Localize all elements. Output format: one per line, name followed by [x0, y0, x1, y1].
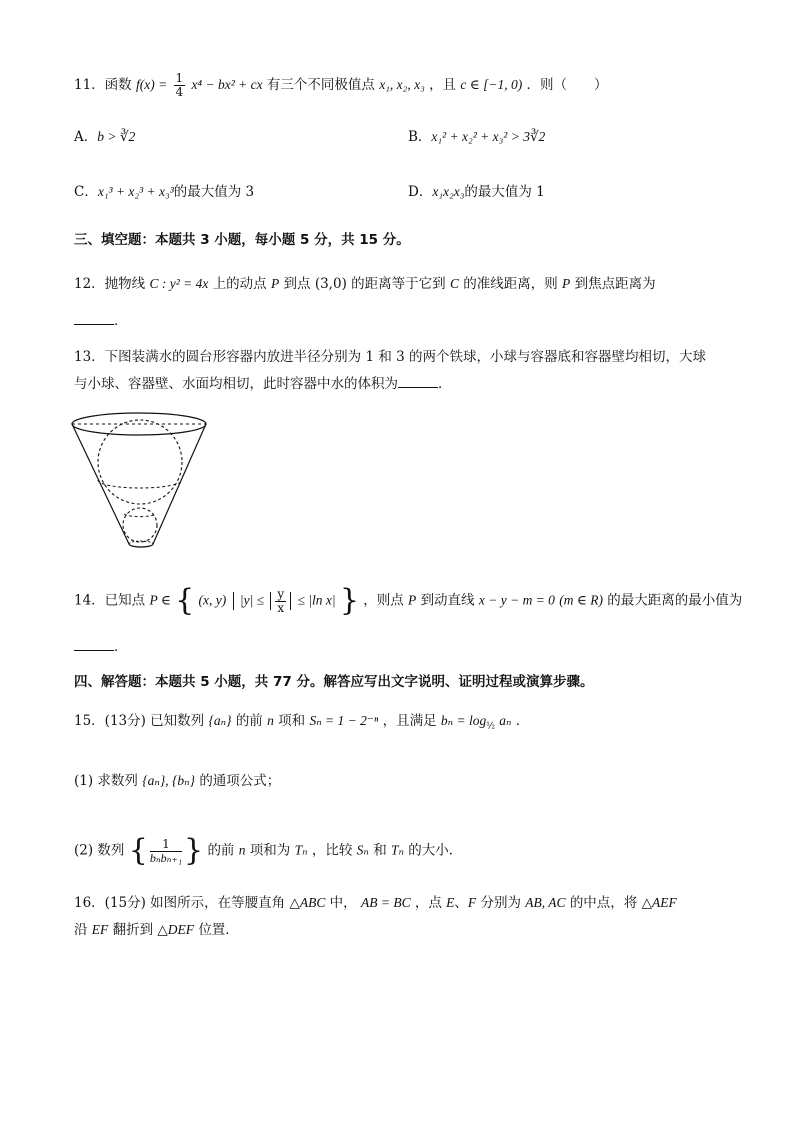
- q11-text-c: ，且: [429, 77, 457, 93]
- q14-point-p: P: [408, 592, 417, 608]
- q14-stem: [74, 583, 743, 618]
- q14-label: 14．已知点: [74, 592, 146, 609]
- q11-option-d: [408, 183, 545, 201]
- q15-part2-text-b: 的前: [207, 842, 235, 859]
- q15-tail: ．: [515, 713, 530, 729]
- section-3-heading: 三、填空题：本题共 3 小题，每小题 5 分，共 15 分。: [74, 232, 410, 248]
- frustum-left-side: [72, 424, 129, 544]
- q12-label: 12．抛物线: [74, 276, 146, 292]
- q12-curve-c: C: [449, 276, 459, 291]
- q14-set-element: (x, y): [198, 592, 227, 608]
- q15-sum: Sₙ = 1 − 2⁻ⁿ: [309, 713, 379, 728]
- q15-n: n: [267, 713, 274, 728]
- q11-option-d-math: x₁x₂x₃: [432, 184, 465, 199]
- q14-tail: ．: [114, 639, 128, 655]
- q11-option-c-text: 的最大值为 3: [173, 184, 255, 200]
- q12-stem: [74, 275, 656, 293]
- q15-part2-text-c: 项和为: [249, 842, 291, 859]
- q16-segment-ef: EF: [91, 922, 109, 937]
- q13-line2: [74, 373, 452, 393]
- q15-part2-sn: Sₙ: [356, 842, 369, 858]
- q11-frac-num: 1: [175, 71, 184, 85]
- q11-func-rhs: x⁴ − bx² + cx: [191, 77, 263, 92]
- small-sphere: [123, 508, 157, 542]
- q11-option-a-label: A．: [74, 129, 98, 145]
- q16-line2-b: 翻折到: [112, 922, 154, 938]
- q13-answer-blank[interactable]: [398, 373, 438, 388]
- section-4-heading: 四、解答题：本题共 5 小题，共 77 分。解答应写出文字说明、证明过程或演算步骤。: [74, 674, 594, 690]
- q12-point-p2: P: [562, 276, 571, 291]
- q14-line-eq: x − y − m = 0: [478, 592, 555, 608]
- q14-fraction: [275, 588, 286, 615]
- q16-triangle-aef: △AEF: [641, 895, 677, 910]
- q14-set-cond-left: |y| ≤: [239, 592, 265, 608]
- q16-point-e: E: [446, 895, 455, 910]
- q13-line1: 13．下图装满水的圆台形容器内放进半径分别为 1 和 3 的两个铁球，小球与容器底和容器壁均相切，大球: [74, 349, 707, 365]
- q16-point-f: F: [467, 895, 477, 910]
- q16-text-b: 中，: [329, 895, 357, 911]
- frustum-bottom-front: [129, 544, 153, 547]
- q14-answer-line: [74, 636, 128, 656]
- q15-part1-label: (1) 求数列: [74, 773, 138, 789]
- q15-part2-label: (2) 数列: [74, 842, 125, 859]
- q11-text-b: 有三个不同极值点: [266, 77, 375, 93]
- q15-part2-tn: Tₙ: [294, 842, 308, 858]
- q13-figure-frustum: [68, 410, 218, 552]
- q16-equality: AB = BC: [360, 895, 411, 910]
- q12-point-coords: (3,0): [314, 276, 347, 292]
- q15-seq-a: {aₙ}: [208, 713, 232, 728]
- q15-part2: [74, 833, 463, 868]
- q11-stem: [74, 72, 608, 99]
- q11-label: 11．函数: [74, 77, 132, 93]
- q15-part2-text-f: 的大小．: [408, 842, 463, 859]
- q15-part1: [74, 772, 280, 790]
- q15-part1-text: 的通项公式；: [199, 773, 281, 789]
- q12-tail: ．: [114, 313, 128, 329]
- q11-option-c-label: C．: [74, 184, 98, 200]
- q11-option-d-label: D．: [408, 184, 433, 200]
- q11-option-b-label: B．: [408, 129, 432, 145]
- q15-stem: [74, 712, 529, 736]
- large-sphere: [98, 420, 182, 504]
- q15-part2-frac-den: bₙbₙ₊₁: [149, 850, 183, 865]
- q16-triangle-abc: △ABC: [289, 895, 326, 910]
- q12-text-e: 的准线距离，则: [463, 276, 558, 292]
- q12-answer-blank[interactable]: [74, 310, 114, 325]
- frustum-right-side: [153, 424, 206, 544]
- q14-left-brace: {: [175, 583, 195, 618]
- q14-point-p-in: P ∈: [149, 592, 171, 608]
- large-sphere-equator: [98, 480, 182, 488]
- q16-line2-a: 沿: [74, 922, 88, 938]
- q15-part2-right-brace: }: [184, 833, 204, 868]
- q12-text-f: 到焦点距离为: [574, 276, 656, 292]
- q16-line2-c: 位置．: [198, 922, 239, 938]
- q15-part2-text-d: ，比较: [311, 842, 353, 859]
- q11-cond: c ∈ [−1, 0): [460, 77, 523, 92]
- q16-midpoint-sides: AB, AC: [525, 895, 566, 910]
- q12-text-b: 上的动点: [212, 276, 267, 292]
- q15-text-b: 的前: [235, 713, 263, 729]
- q11-func-lhs: f(x) =: [135, 77, 168, 92]
- q11-option-c-math: x₁³ + x₂³ + x₃³: [97, 184, 174, 199]
- q12-point-p: P: [270, 276, 280, 291]
- q14-text-d: 的最大距离的最小值为: [607, 592, 743, 609]
- q15-part1-seqs: {aₙ}, {bₙ}: [142, 773, 196, 788]
- q15-bn-log: bₙ = log: [440, 713, 487, 728]
- q14-text-b: ，则点: [363, 592, 404, 609]
- q16-text-c: ，点: [414, 895, 442, 911]
- q11-option-c: [74, 183, 254, 201]
- q11-option-a: [74, 128, 135, 146]
- q11-option-b-text: x₁² + x₂² + x₃² > 3∛2: [431, 129, 546, 144]
- small-sphere-equator: [124, 514, 156, 517]
- q15-text-c: 项和: [278, 713, 306, 729]
- q16-text-g: 的中点，将: [569, 895, 638, 911]
- q14-frac-num: y: [277, 586, 285, 601]
- q14-set-separator: [233, 592, 234, 610]
- q14-set-cond-right: ≤ |ln x|: [297, 592, 336, 608]
- q14-frac-den: x: [277, 600, 285, 615]
- q15-label: 15．(13分) 已知数列: [74, 713, 205, 729]
- q14-abs-left: [270, 592, 271, 610]
- q14-m-domain: (m ∈ R): [559, 592, 603, 608]
- q14-text-c: 到动直线: [420, 592, 475, 609]
- q12-text-d: 的距离等于它到: [351, 276, 446, 292]
- q15-part2-left-brace: {: [128, 833, 148, 868]
- q12-parabola: C : y² = 4x: [149, 276, 209, 291]
- q13-line2-text: 与小球、容器壁、水面均相切，此时容器中水的体积为: [74, 376, 398, 392]
- q12-answer-line: [74, 310, 128, 330]
- q15-text-d: ，且满足: [382, 713, 437, 729]
- frustum-bottom-back: [129, 541, 153, 544]
- q15-part2-fraction: [150, 838, 182, 865]
- q14-right-brace: }: [339, 583, 359, 618]
- q16-text-d: 分别为: [480, 895, 521, 911]
- q14-abs-right: [290, 592, 291, 610]
- q11-option-d-text: 的最大值为 1: [464, 184, 545, 200]
- q16-line1: [74, 894, 677, 912]
- q11-option-b: [408, 128, 545, 146]
- q15-an-arg: aₙ: [499, 713, 512, 728]
- q15-part2-frac-num: 1: [150, 838, 182, 852]
- q15-part2-text-e: 和: [373, 842, 387, 859]
- q15-part2-n: n: [238, 842, 246, 858]
- q16-label: 16．(15分) 如图所示，在等腰直角: [74, 895, 286, 911]
- q16-sep: 、: [454, 895, 468, 911]
- q12-text-c: 到点: [283, 276, 311, 292]
- q13-tail: ．: [438, 376, 452, 392]
- q15-part2-tn2: Tₙ: [390, 842, 404, 858]
- q11-fraction: [174, 72, 186, 99]
- q15-log-base: ½: [486, 721, 495, 732]
- q16-line2: [74, 921, 239, 939]
- q11-text-d: ．则（ ）: [526, 77, 608, 93]
- q16-triangle-def: △DEF: [157, 922, 195, 937]
- q11-frac-den: 4: [175, 85, 184, 99]
- q11-option-a-text: b > ∛2: [97, 129, 136, 144]
- q14-answer-blank[interactable]: [74, 636, 114, 651]
- q11-points: x₁, x₂, x₃: [379, 77, 425, 92]
